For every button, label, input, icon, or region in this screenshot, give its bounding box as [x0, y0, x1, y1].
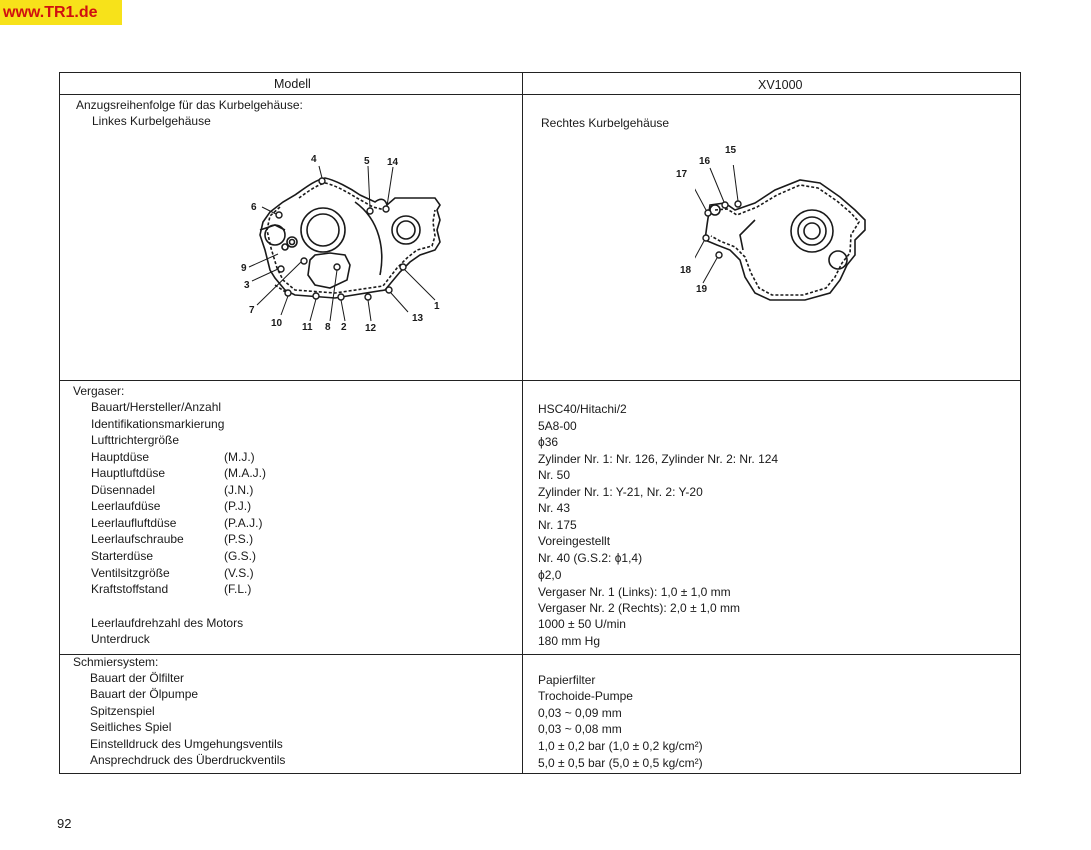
bolt-number-17: 17	[676, 169, 688, 180]
lube-value-5: 5,0 ± 0,5 bar (5,0 ± 0,5 kg/cm²)	[538, 756, 703, 770]
left-crankcase-label: Linkes Kurbelgehäuse	[92, 114, 211, 128]
page-number: 92	[57, 816, 72, 831]
section-divider-carburetor	[59, 654, 1021, 655]
bolt-number-14: 14	[387, 157, 399, 168]
bolt-number-4: 4	[311, 154, 317, 165]
bolt-number-16: 16	[699, 156, 711, 167]
header-model-value: XV1000	[758, 78, 803, 92]
carb-label-13: Leerlaufdrehzahl des Motors	[91, 616, 244, 630]
carb-label-1: Identifikationsmarkierung	[91, 417, 225, 431]
carb-label-8: Leerlaufschraube	[91, 532, 184, 546]
carb-abbr-10: (V.S.)	[224, 566, 254, 580]
carb-value-11: Vergaser Nr. 1 (Links): 1,0 ± 1,0 mm	[538, 585, 731, 599]
lube-label-0: Bauart der Ölfilter	[90, 671, 185, 685]
bolt-number-10: 10	[271, 318, 283, 329]
carb-value-12: Vergaser Nr. 2 (Rechts): 2,0 ± 1,0 mm	[538, 601, 740, 615]
lubrication-title: Schmiersystem:	[73, 655, 159, 669]
section-divider-crankcase	[59, 380, 1021, 381]
lube-value-4: 1,0 ± 0,2 bar (1,0 ± 0,2 kg/cm²)	[538, 739, 703, 753]
carb-label-2: Lufttrichtergröße	[91, 433, 180, 447]
bolt-number-1: 1	[434, 301, 440, 312]
carb-abbr-6: (P.J.)	[224, 499, 252, 513]
header-divider	[59, 94, 1021, 95]
carb-label-4: Hauptluftdüse	[91, 466, 166, 480]
bolt-number-2: 2	[341, 322, 347, 333]
watermark-logo: www.TR1.de	[0, 0, 122, 25]
carb-value-3: Zylinder Nr. 1: Nr. 126, Zylinder Nr. 2: Nr. 124	[538, 452, 779, 466]
lube-label-3: Seitliches Spiel	[90, 720, 172, 734]
lube-label-2: Spitzenspiel	[90, 704, 155, 718]
lube-label-5: Ansprechdruck des Überdruckventils	[90, 753, 286, 767]
carb-label-3: Hauptdüse	[91, 450, 150, 464]
bolt-number-7: 7	[249, 305, 255, 316]
carb-value-9: Nr. 40 (G.S.2: ϕ1,4)	[538, 551, 643, 565]
bolt-number-5: 5	[364, 156, 370, 167]
carb-value-8: Voreingestellt	[538, 534, 611, 548]
lube-label-1: Bauart der Ölpumpe	[90, 687, 199, 701]
lube-value-2: 0,03 ~ 0,09 mm	[538, 706, 622, 720]
carb-label-14: Unterdruck	[91, 632, 150, 646]
carb-abbr-5: (J.N.)	[224, 483, 254, 497]
carb-abbr-9: (G.S.)	[224, 549, 256, 563]
carb-value-2: ϕ36	[538, 435, 559, 449]
carburetor-title: Vergaser:	[73, 384, 125, 398]
carb-label-5: Düsennadel	[91, 483, 156, 497]
left-crankcase-diagram	[235, 150, 455, 340]
bolt-number-11: 11	[302, 322, 313, 333]
carb-abbr-11: (F.L.)	[224, 582, 252, 596]
bolt-number-13: 13	[412, 313, 424, 324]
bolt-number-12: 12	[365, 323, 377, 334]
carb-abbr-8: (P.S.)	[224, 532, 254, 546]
carb-value-6: Nr. 43	[538, 501, 571, 515]
carb-abbr-4: (M.A.J.)	[224, 466, 266, 480]
carb-value-5: Zylinder Nr. 1: Y-21, Nr. 2: Y-20	[538, 485, 703, 499]
bolt-number-8: 8	[325, 322, 331, 333]
lube-value-3: 0,03 ~ 0,08 mm	[538, 722, 622, 736]
lube-value-1: Trochoide-Pumpe	[538, 689, 633, 703]
bolt-number-6: 6	[251, 202, 257, 213]
carb-value-1: 5A8-00	[538, 419, 577, 433]
carb-value-0: HSC40/Hitachi/2	[538, 402, 627, 416]
carb-value-13: 1000 ± 50 U/min	[538, 617, 626, 631]
carb-label-11: Kraftstoffstand	[91, 582, 169, 596]
carb-label-9: Starterdüse	[91, 549, 154, 563]
carb-label-7: Leerlaufluftdüse	[91, 516, 177, 530]
carb-value-14: 180 mm Hg	[538, 634, 601, 648]
carb-value-7: Nr. 175	[538, 518, 577, 532]
lube-value-0: Papierfilter	[538, 673, 596, 687]
bolt-number-3: 3	[244, 280, 250, 291]
crankcase-title: Anzugsreihenfolge für das Kurbelgehäuse:	[76, 98, 303, 112]
bolt-number-15: 15	[725, 145, 737, 156]
carb-label-6: Leerlaufdüse	[91, 499, 161, 513]
carb-value-10: ϕ2,0	[538, 568, 562, 582]
bolt-number-9: 9	[241, 263, 247, 274]
carb-label-0: Bauart/Hersteller/Anzahl	[91, 400, 222, 414]
carb-label-10: Ventilsitzgröße	[91, 566, 170, 580]
carb-abbr-7: (P.A.J.)	[224, 516, 263, 530]
header-model-label: Modell	[274, 77, 311, 91]
carb-value-4: Nr. 50	[538, 468, 571, 482]
right-crankcase-diagram	[695, 165, 875, 310]
right-crankcase-label: Rechtes Kurbelgehäuse	[541, 116, 670, 130]
lube-label-4: Einstelldruck des Umgehungsventils	[90, 737, 283, 751]
column-divider	[522, 72, 523, 774]
carb-abbr-3: (M.J.)	[224, 450, 255, 464]
bolt-number-19: 19	[696, 284, 708, 295]
bolt-number-18: 18	[680, 265, 692, 276]
